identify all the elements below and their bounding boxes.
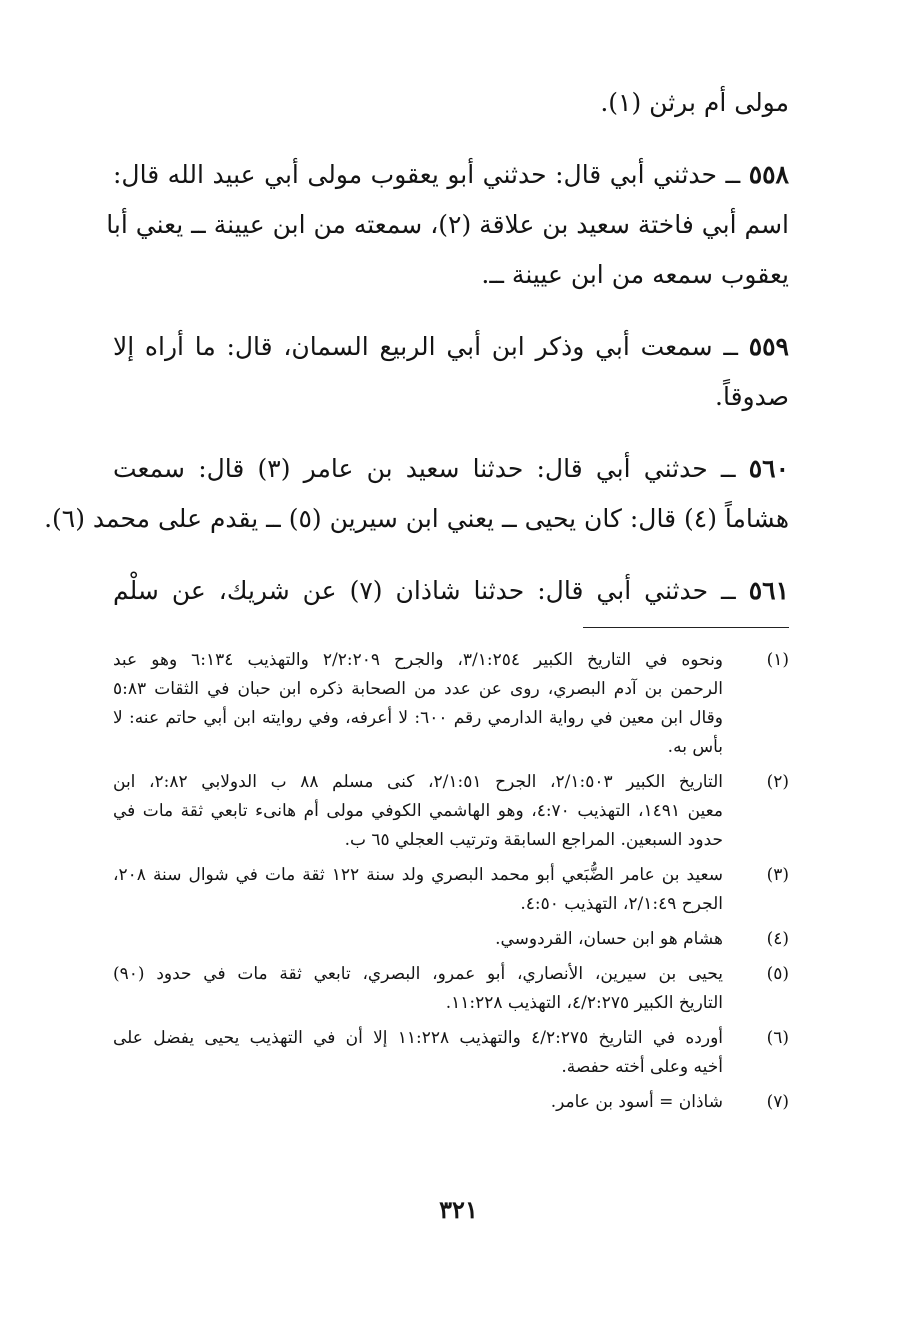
entry-558 xyxy=(106,150,789,300)
footnote-line: بأس به. xyxy=(667,737,723,757)
line-text: حدثني أبي قال: حدثنا سعيد بن عامر (٣) قال: سمعت xyxy=(113,454,708,483)
footnote-marker: (٧) xyxy=(766,1092,789,1112)
footnote-marker: (٣) xyxy=(766,865,789,885)
footnote-line: التاريخ الكبير ٢/١:٥٠٣، الجرح ٢/١:٥١، كنى مسلم ٨٨ ب الدولابي ٢:٨٢، ابن xyxy=(113,772,723,792)
entry-number: ٥٦٠ xyxy=(748,454,790,483)
footnote-marker: (٦) xyxy=(766,1028,789,1048)
footnote-line: حدود السبعين. المراجع السابقة وترتيب العجلي ٦٥ ب. xyxy=(344,830,723,850)
footnote-line: معين ١٤٩١، التهذيب ٤:٧٠، وهو الهاشمي الكوفي مولى أم هانىء تابعي ثقة مات في xyxy=(113,801,723,821)
entry-561 xyxy=(113,566,789,616)
footnote-line: سعيد بن عامر الضُّبَعي أبو محمد البصري ولد سنة ١٢٢ ثقة مات في شوال سنة ٢٠٨، xyxy=(113,865,724,885)
footnote-1 xyxy=(113,646,789,762)
footnote-line: شاذان = أسود بن عامر. xyxy=(550,1092,723,1112)
footnote-line: هشام هو ابن حسان، القردوسي. xyxy=(495,929,723,949)
entry-number: ٥٦١ xyxy=(748,576,790,605)
footnote-line: وقال ابن معين في رواية الدارمي رقم ٦٠٠: لا أعرفه، وفي روايته ابن أبي حاتم عنه: لا xyxy=(113,708,724,728)
text-line: هشاماً (٤) قال: كان يحيى ــ يعني ابن سيرين (٥) ــ يقدم على محمد (٦). xyxy=(44,504,789,533)
footnote-4 xyxy=(113,925,789,954)
entry-559 xyxy=(113,322,789,422)
footnote-marker: (٤) xyxy=(766,929,789,949)
entry-number: ٥٥٩ xyxy=(748,332,789,361)
footnote-5 xyxy=(113,960,789,1018)
text-line: ٥٦٠ ــ حدثني أبي قال: حدثنا سعيد بن عامر (٣) قال: سمعت xyxy=(113,454,790,483)
footnote-marker: (٢) xyxy=(766,772,789,792)
footnotes xyxy=(113,646,789,1123)
text-line: صدوقاً. xyxy=(715,382,789,411)
footnote-3 xyxy=(113,861,789,919)
text-line: ٥٥٨ ــ حدثني أبي قال: حدثني أبو يعقوب مولى أبي عبيد الله قال: xyxy=(113,160,789,189)
footnote-2 xyxy=(113,768,789,855)
footnote-line: أخيه وعلى أخته حفصة. xyxy=(561,1057,723,1077)
footnote-separator xyxy=(583,627,789,628)
footnote-line: ونحوه في التاريخ الكبير ٣/١:٢٥٤، والجرح ٢/٢:٢٠٩ والتهذيب ٦:١٣٤ وهو عبد xyxy=(113,650,724,670)
footnote-line: أورده في التاريخ ٤/٢:٢٧٥ والتهذيب ١١:٢٢٨ إلا أن في التهذيب يحيى يفضل على xyxy=(113,1028,724,1048)
text-line: يعقوب سمعه من ابن عيينة ــ. xyxy=(481,260,789,289)
text-line: مولى أم برثن (١). xyxy=(600,88,789,117)
text-line: ٥٦١ ــ حدثني أبي قال: حدثنا شاذان (٧) عن شريك، عن سلْم xyxy=(113,576,790,605)
entry-number: ٥٥٨ xyxy=(748,160,789,189)
footnote-marker: (١) xyxy=(766,650,789,670)
line-text: حدثني أبي قال: حدثني أبو يعقوب مولى أبي عبيد الله قال: xyxy=(113,160,717,189)
footnote-line: الجرح ٢/١:٤٩، التهذيب ٤:٥٠. xyxy=(520,894,723,914)
line-text: سمعت أبي وذكر ابن أبي الربيع السمان، قال: ما أراه إلا xyxy=(113,332,713,361)
footnote-line: الرحمن بن آدم البصري، روى عن عدد من الصحابة ذكره ابن حبان في الثقات ٥:٨٣ xyxy=(113,679,723,699)
entry-560 xyxy=(44,444,790,544)
footnote-line: يحيى بن سيرين، الأنصاري، أبو عمرو، البصري، تابعي ثقة مات في حدود (٩٠) xyxy=(113,964,723,984)
intro-paragraph xyxy=(113,78,789,128)
page-number: ٣٢١ xyxy=(439,1195,478,1224)
text-line: اسم أبي فاختة سعيد بن علاقة (٢)، سمعته من ابن عيينة ــ يعني أبا xyxy=(106,210,789,239)
footnote-marker: (٥) xyxy=(766,964,789,984)
footnote-line: التاريخ الكبير ٤/٢:٢٧٥، التهذيب ١١:٢٢٨. xyxy=(445,993,723,1013)
line-text: حدثني أبي قال: حدثنا شاذان (٧) عن شريك، عن سلْم xyxy=(113,576,709,605)
text-line: ٥٥٩ ــ سمعت أبي وذكر ابن أبي الربيع السمان، قال: ما أراه إلا xyxy=(113,332,789,361)
main-text xyxy=(44,78,790,638)
footnote-6 xyxy=(113,1024,789,1082)
footnote-7 xyxy=(113,1088,789,1117)
